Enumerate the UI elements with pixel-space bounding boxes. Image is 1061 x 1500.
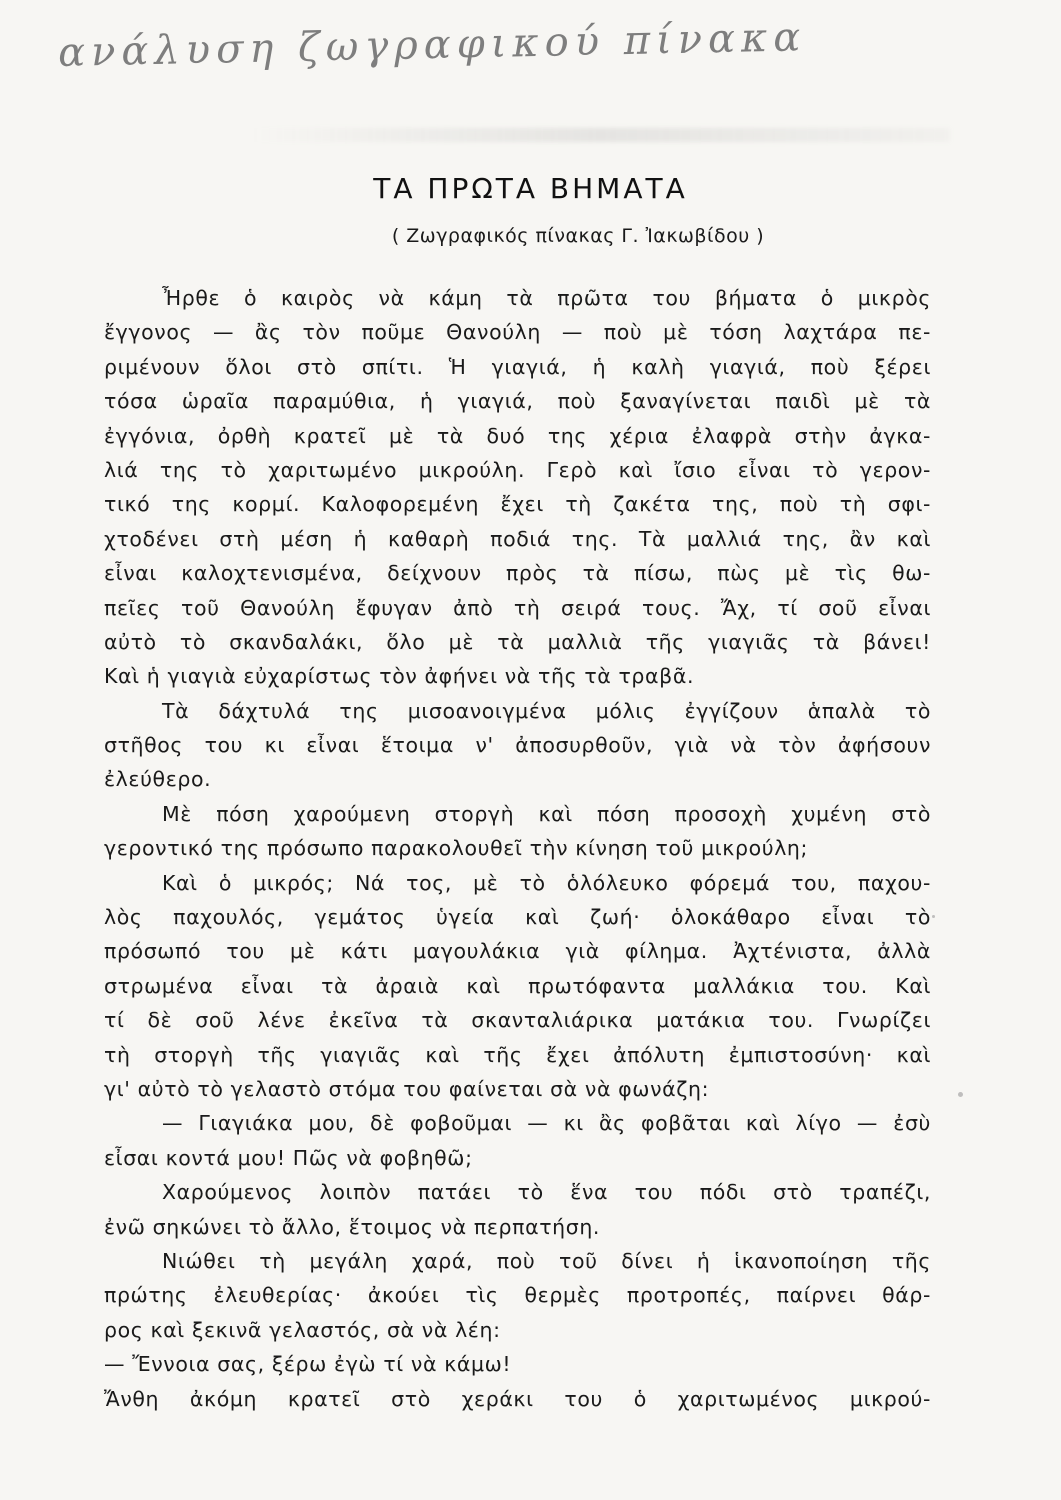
text-line: Ἦρθε ὁ καιρὸς νὰ κάμη τὰ πρῶτα του βήματα ὁ μικρὸς bbox=[162, 286, 931, 310]
text-line: εἶναι καλοχτενισμένα, δείχνουν πρὸς τὰ πίσω, πὼς μὲ τὶς θω- bbox=[104, 561, 931, 586]
text-line: γι' αὐτὸ τὸ γελαστὸ στόμα του φαίνεται σὰ νὰ φωνάζη: bbox=[104, 1076, 710, 1101]
text-line: γεροντικό της πρόσωπο παρακολουθεῖ τὴν κίνηση τοῦ μικρούλη; bbox=[104, 836, 809, 861]
text-line: ἐνῶ σηκώνει τὸ ἄλλο, ἕτοιμος νὰ περπατήση. bbox=[104, 1214, 601, 1239]
text-line: στῆθος του κι εἶναι ἕτοιμα ν' ἀποσυρθοῦν, γιὰ νὰ τὸν ἀφήσουν bbox=[104, 733, 931, 758]
text-line: — Ἔννοια σας, ξέρω ἐγὼ τί νὰ κάμω! bbox=[104, 1352, 512, 1377]
text-line: στρωμένα εἶναι τὰ ἀραιὰ καὶ πρωτόφαντα μαλλάκια του. Καὶ bbox=[104, 973, 931, 998]
text-line: Νιώθει τὴ μεγάλη χαρά, ποὺ τοῦ δίνει ἡ ἱκανοποίηση τῆς bbox=[162, 1248, 931, 1273]
text-line: πρόσωπό του μὲ κάτι μαγουλάκια γιὰ φίλημα. Ἀχτένιστα, ἀλλὰ bbox=[104, 939, 931, 964]
paper-speck bbox=[958, 1092, 963, 1097]
text-line: Ἄνθη ἀκόμη κρατεῖ στὸ χεράκι του ὁ χαριτωμένος μικρού- bbox=[104, 1386, 931, 1411]
text-line: εἶσαι κοντά μου! Πῶς νὰ φοβηθῶ; bbox=[104, 1145, 473, 1170]
text-line: ρος καὶ ξεκινᾶ γελαστός, σὰ νὰ λέη: bbox=[104, 1317, 501, 1342]
body-text bbox=[104, 281, 931, 1416]
text-line: Μὲ πόση χαρούμενη στοργὴ καὶ πόση προσοχὴ χυμένη στὸ bbox=[162, 801, 931, 826]
text-line: χτοδένει στὴ μέση ἡ καθαρὴ ποδιά της. Τὰ μαλλιά της, ἂν καὶ bbox=[104, 526, 931, 551]
text-line: ριμένουν ὅλοι στὸ σπίτι. Ἡ γιαγιά, ἡ καλὴ γιαγιά, ποὺ ξέρει bbox=[104, 354, 931, 379]
text-line: τί δὲ σοῦ λένε ἐκεῖνα τὰ σκανταλιάρικα ματάκια του. Γνωρίζει bbox=[104, 1008, 931, 1033]
text-line: ἔγγονος — ἂς τὸν ποῦμε Θανούλη — ποὺ μὲ τόση λαχτάρα πε- bbox=[104, 320, 931, 345]
text-line: τικό της κορμί. Καλοφορεμένη ἔχει τὴ ζακέτα της, ποὺ τὴ σφι- bbox=[104, 492, 931, 517]
page-subtitle: ( Ζωγραφικός πίνακας Γ. Ἰακωβίδου ) bbox=[391, 225, 765, 247]
text-line: τὴ στοργὴ τῆς γιαγιᾶς καὶ τῆς ἔχει ἀπόλυτη ἐμπιστοσύνη· καὶ bbox=[104, 1042, 931, 1067]
paper-speck bbox=[932, 915, 935, 918]
text-line: λὸς παχουλός, γεμάτος ὑγεία καὶ ζωή· ὁλοκάθαρο εἶναι τὸ bbox=[104, 905, 931, 930]
bleed-through-mark bbox=[250, 128, 950, 142]
text-line: Τὰ δάχτυλά της μισοανοιγμένα μόλις ἐγγίζουν ἁπαλὰ τὸ bbox=[162, 698, 931, 723]
text-line: τόσα ὡραῖα παραμύθια, ἡ γιαγιά, ποὺ ξαναγίνεται παιδὶ μὲ τὰ bbox=[104, 389, 931, 414]
text-line: ἐλεύθερο. bbox=[104, 767, 212, 792]
text-line: λιά της τὸ χαριτωμένο μικρούλη. Γερὸ καὶ ἴσιο εἶναι τὸ γερον- bbox=[104, 457, 931, 482]
text-line: πρώτης ἐλευθερίας· ἀκούει τὶς θερμὲς προτροπές, παίρνει θάρ- bbox=[104, 1283, 931, 1308]
page-title: ΤΑ ΠΡΩΤΑ ΒΗΜΑΤΑ bbox=[373, 172, 688, 205]
text-line: — Γιαγιάκα μου, δὲ φοβοῦμαι — κι ἂς φοβᾶται καὶ λίγο — ἐσὺ bbox=[162, 1111, 931, 1136]
handwritten-note: ανάλυση ζωγραφικού πίνακα bbox=[57, 14, 807, 76]
text-line: πεῖες τοῦ Θανούλη ἔφυγαν ἀπὸ τὴ σειρά τους. Ἄχ, τί σοῦ εἶναι bbox=[104, 595, 931, 620]
text-line: Καὶ ἡ γιαγιὰ εὐχαρίστως τὸν ἀφήνει νὰ τῆς τὰ τραβᾶ. bbox=[104, 664, 695, 689]
text-line: Χαρούμενος λοιπὸν πατάει τὸ ἕνα του πόδι στὸ τραπέζι, bbox=[162, 1180, 931, 1205]
text-line: αὐτὸ τὸ σκανδαλάκι, ὅλο μὲ τὰ μαλλιὰ τῆς γιαγιᾶς τὰ βάνει! bbox=[104, 629, 931, 654]
text-line: Καὶ ὁ μικρός; Νά τος, μὲ τὸ ὁλόλευκο φόρεμά του, παχου- bbox=[162, 870, 931, 895]
text-line: ἐγγόνια, ὀρθὴ κρατεῖ μὲ τὰ δυό της χέρια ἐλαφρὰ στὴν ἀγκα- bbox=[104, 423, 931, 448]
